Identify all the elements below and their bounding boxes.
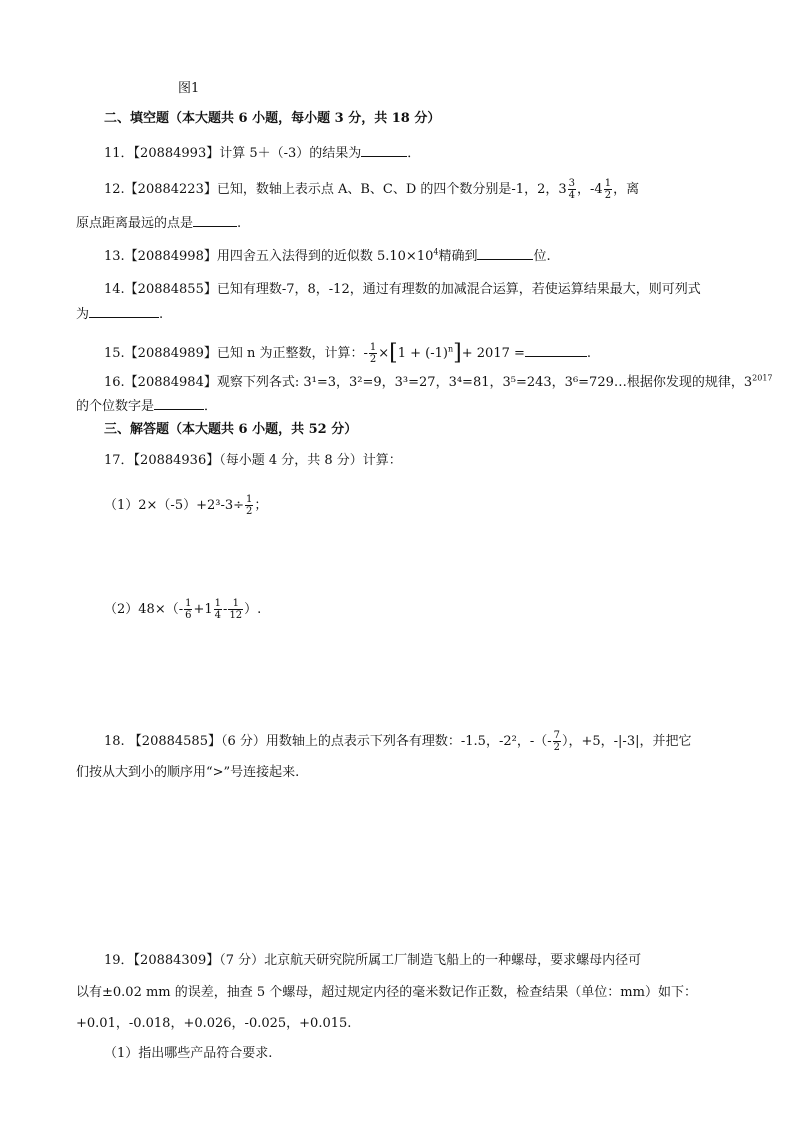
question-text: 已知有理数-7，8，-12，通过有理数的加减混合运算，若使运算结果最大，则可列式 [216, 282, 701, 297]
figure-caption: 图1 [178, 81, 200, 96]
question-19-part-1: （1）指出哪些产品符合要求. [104, 1046, 273, 1061]
math-expression: + 2017 = [461, 346, 525, 361]
question-id: 14.【20884855】 [104, 282, 217, 297]
question-text: 已知 n 为正整数，计算：- [216, 346, 368, 361]
punct: . [586, 346, 592, 361]
fraction: $\frac{3}{4}$ [568, 178, 576, 201]
punct: ． [407, 146, 421, 161]
punct: . [237, 216, 242, 231]
question-id: 17．【20884936】 [104, 453, 220, 468]
question-text: 精确到 [438, 249, 478, 264]
question-id: 19．【20884309】 [104, 953, 220, 968]
question-id: 15.【20884989】 [104, 346, 217, 361]
math-operator: - [223, 602, 228, 617]
question-18-line2: 们按从大到小的顺序用“>”号连接起来. [76, 765, 300, 780]
section-heading-fill-in: 二、填空题（本大题共 6 小题，每小题 3 分，共 18 分） [104, 111, 441, 126]
question-11 [104, 144, 420, 163]
answer-blank[interactable] [525, 344, 587, 357]
question-14-line2 [76, 305, 163, 324]
question-id: 13.【20884998】 [104, 249, 217, 264]
question-text: 计算 5＋（-3）的结果为 [219, 146, 362, 161]
question-19-line2: 以有±0.02 mm 的误差，抽查 5 个螺母，超过规定内径的毫米数记作正数，检查结果（单位：mm）如下： [76, 985, 697, 1000]
question-12-line2 [76, 214, 241, 233]
question-text: ，离 [613, 182, 640, 197]
punct: . [159, 307, 164, 322]
question-text: （每小题 4 分，共 8 分）计算： [219, 453, 402, 468]
bracket-right: ] [453, 340, 462, 366]
question-18 [104, 730, 691, 753]
answer-blank[interactable] [89, 305, 159, 318]
fraction: $\frac{1}{12}$ [229, 598, 243, 621]
math-expression: +1 [193, 602, 213, 617]
bracket-left: [ [389, 340, 398, 366]
math-operator: × [378, 346, 390, 361]
exponent: n [448, 344, 454, 354]
fraction: $\frac{1}{4}$ [214, 598, 222, 621]
question-id: 18. 【20884585】 [104, 734, 221, 749]
question-14 [104, 281, 701, 299]
math-expression: （1）2×（-5）+2³-3÷ [104, 498, 245, 513]
question-16 [104, 374, 773, 392]
question-text: 已知，数轴上表示点 A、B、C、D 的四个数分别是-1，2，3 [216, 182, 567, 197]
question-text: （6 分）用数轴上的点表示下列各有理数：-1.5，-2²，-（- [220, 734, 552, 749]
question-text: 原点距离最远的点是 [76, 216, 194, 231]
fraction: $\frac{7}{2}$ [553, 730, 560, 753]
question-text: 用四舍五入法得到的近似数 5.10×10 [216, 249, 434, 264]
answer-blank[interactable] [361, 144, 407, 157]
question-19-line3: +0.01，-0.018，+0.026，-0.025，+0.015. [76, 1016, 352, 1031]
answer-blank[interactable] [154, 397, 204, 410]
math-expression: 1 + (-1) [397, 346, 448, 361]
fraction: $\frac{1}{2}$ [246, 494, 253, 517]
exponent: 4 [433, 247, 439, 257]
question-text: （7 分）北京航天研究院所属工厂制造飞船上的一种螺母，要求螺母内径可 [219, 953, 642, 968]
question-id: 12.【20884223】 [104, 182, 217, 197]
question-17-part-1 [104, 494, 267, 517]
punct: 位. [533, 249, 551, 264]
question-17 [104, 452, 402, 470]
question-13 [104, 247, 551, 266]
question-15 [104, 342, 591, 365]
punct: ． [204, 399, 218, 414]
fraction: $\frac{1}{6}$ [185, 598, 192, 621]
question-text: ，-4 [577, 182, 603, 197]
question-text: ），+5，-|-3|，并把它 [562, 734, 692, 749]
question-text: 观察下列各式: 3¹=3，3²=9，3³=27，3⁴=81，3⁵=243，3⁶=729…根据你发现的规律，3 [216, 375, 753, 390]
question-17-part-2 [104, 598, 261, 621]
punct: ； [254, 498, 268, 513]
answer-blank[interactable] [477, 247, 533, 260]
question-16-line2 [76, 397, 217, 416]
answer-blank[interactable] [193, 214, 237, 227]
fraction: $\frac{1}{2}$ [604, 178, 612, 201]
question-id: 11．【20884993】 [104, 146, 220, 161]
question-19 [104, 952, 641, 970]
punct: ）. [244, 602, 262, 617]
question-text: 为 [76, 307, 90, 322]
question-12 [104, 178, 639, 201]
fraction: $\frac{1}{2}$ [369, 342, 377, 365]
section-heading-answer: 三、解答题（本大题共 6 小题，共 52 分） [104, 422, 358, 437]
exponent: 2017 [752, 373, 773, 383]
question-id: 16.【20884984】 [104, 375, 217, 390]
math-expression: （2）48×（- [104, 602, 184, 617]
question-text: 的个位数字是 [76, 399, 155, 414]
